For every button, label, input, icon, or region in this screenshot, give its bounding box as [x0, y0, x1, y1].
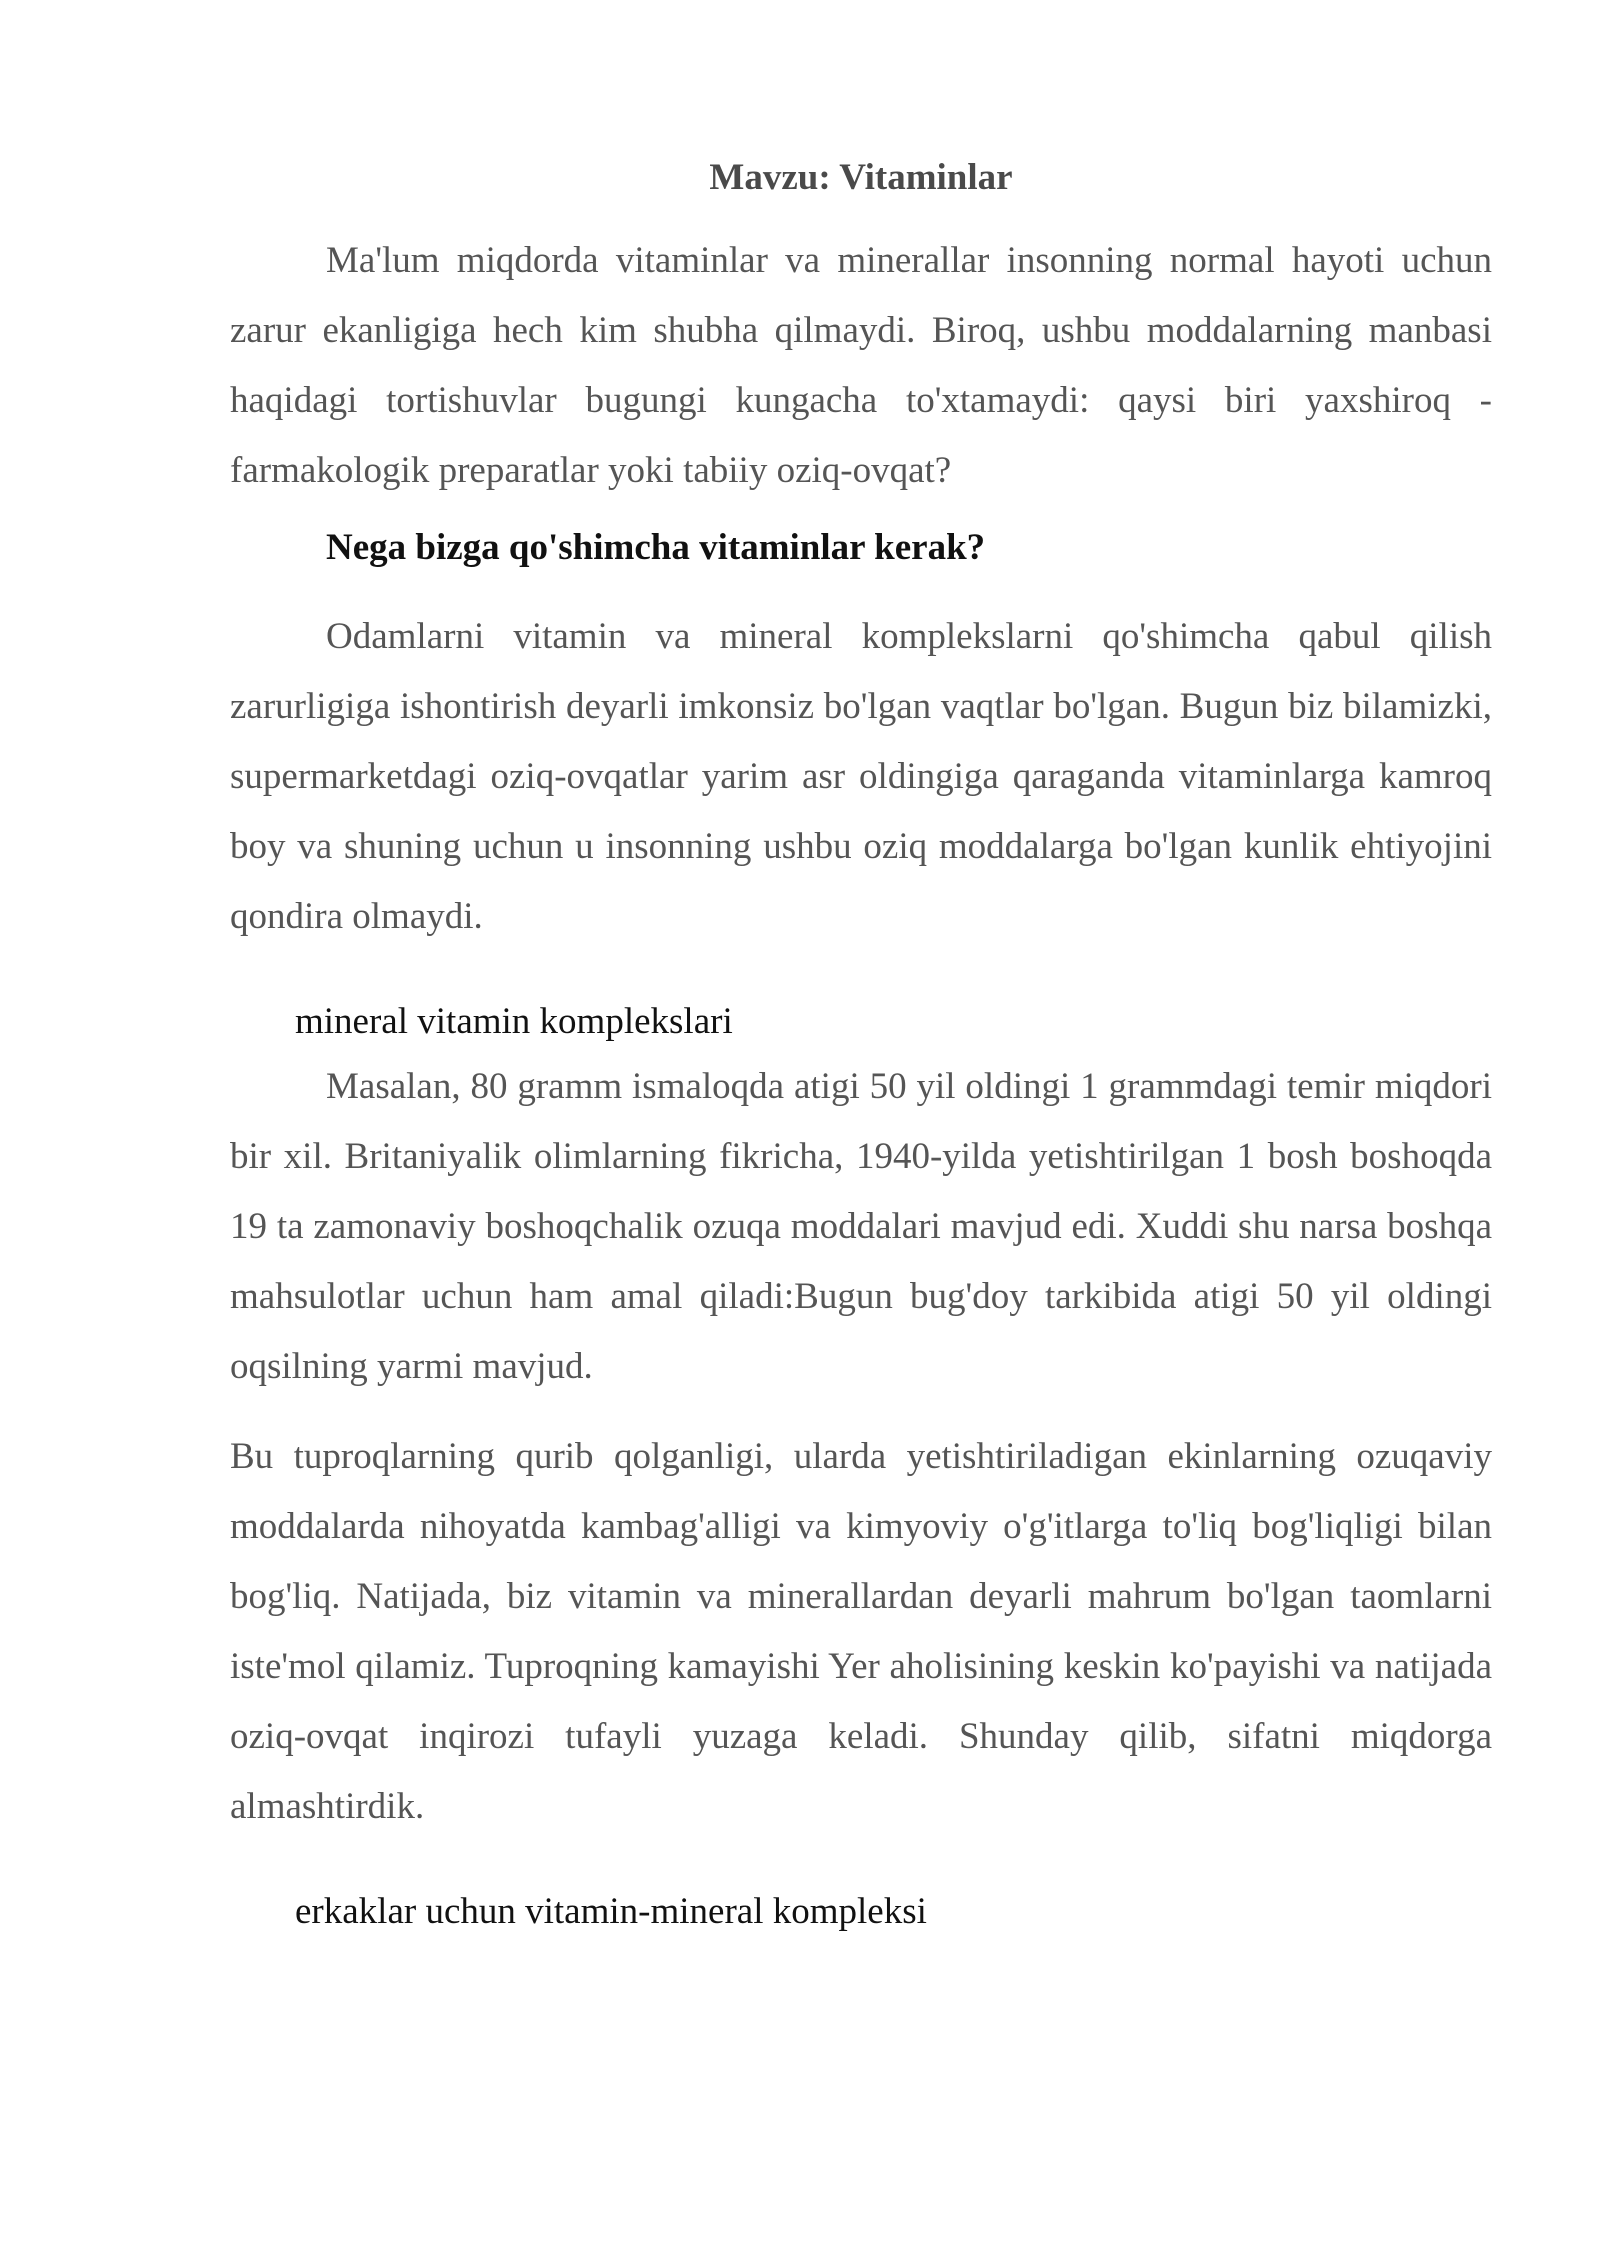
paragraph-soil: Bu tuproqlarning qurib qolganligi, ularda yetishtiriladigan ekinlarning ozuqaviy moddalarda nihoyatda kambag'alligi va kimyoviy o'g'itlarga to'liq bog'liqligi bilan bog'liq. Natijada, biz vitamin va minerallardan deyarli mahrum bo'lgan taomlarni iste'mol qilamiz. Tuproqning kamayishi Yer aholisining keskin ko'payishi va natijada oziq-ovqat inqirozi tufayli yuzaga keladi. Shunday qilib, sifatni miqdorga almashtirdik. — [230, 1436, 1492, 1827]
section-heading: Nega bizga qo'shimcha vitaminlar kerak? — [326, 527, 986, 568]
label-men-complex: erkaklar uchun vitamin-mineral kompleksi — [295, 1891, 927, 1932]
paragraph-vitamin-need: Odamlarni vitamin va mineral komplekslarni qo'shimcha qabul qilish zarurligiga ishontirish deyarli imkonsiz bo'lgan vaqtlar bo'lgan. Bugun biz bilamizki, supermarketdagi oziq-ovqatlar yarim asr oldingiga qaraganda vitaminlarga kamroq boy va shuning uchun u insonning ushbu oziq moddalarga bo'lgan kunlik ehtiyojini qondira olmaydi. — [230, 616, 1492, 937]
label-mineral-complexes: mineral vitamin komplekslari — [295, 1001, 733, 1042]
document-body — [230, 150, 1492, 1940]
page-title: Mavzu: Vitaminlar — [709, 157, 1013, 198]
paragraph-example: Masalan, 80 gramm ismaloqda atigi 50 yil oldingi 1 grammdagi temir miqdori bir xil. Britaniyalik olimlarning fikricha, 1940-yilda yetishtirilgan 1 bosh boshoqda 19 ta zamonaviy boshoqchalik ozuqa moddalari mavjud edi. Xuddi shu narsa boshqa mahsulotlar uchun ham amal qiladi:Bugun bug'doy tarkibida atigi 50 yil oldingi oqsilning yarmi mavjud. — [230, 1066, 1492, 1387]
intro-paragraph: Ma'lum miqdorda vitaminlar va minerallar insonning normal hayoti uchun zarur ekanligiga hech kim shubha qilmaydi. Biroq, ushbu moddalarning manbasi haqidagi tortishuvlar bugungi kungacha to'xtamaydi: qaysi biri yaxshiroq - farmakologik preparatlar yoki tabiiy oziq-ovqat? — [230, 240, 1492, 491]
